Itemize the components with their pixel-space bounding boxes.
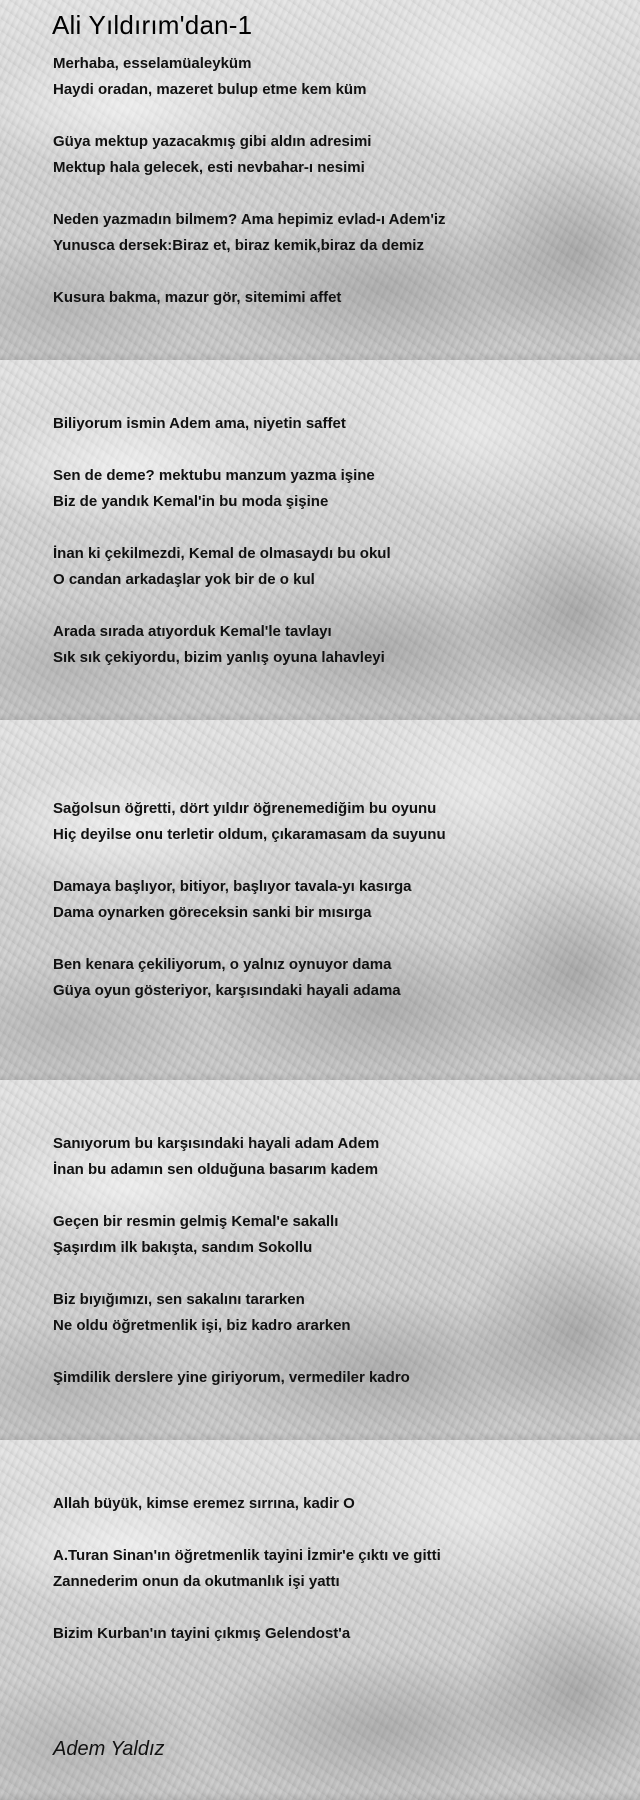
stanza — [53, 411, 620, 437]
poem-line: Kusura bakma, mazur gör, sitemimi affet — [53, 289, 342, 306]
stanza — [53, 874, 620, 926]
poem-line: Sen de deme? mektubu manzum yazma işine — [53, 467, 375, 484]
poem-line: A.Turan Sinan'ın öğretmenlik tayini İzmir'e çıktı ve gitti — [53, 1547, 441, 1564]
poem-line: Dama oynarken göreceksin sanki bir mısırga — [53, 904, 372, 921]
poem-line: Bizim Kurban'ın tayini çıkmış Gelendost'a — [53, 1625, 351, 1642]
poem-line: Neden yazmadın bilmem? Ama hepimiz evlad-ı Adem'iz — [53, 211, 446, 228]
stanza — [53, 1543, 620, 1595]
poem-title: Ali Yıldırım'dan-1 — [52, 10, 253, 40]
poem-line: Arada sırada atıyorduk Kemal'le tavlayı — [53, 623, 332, 640]
poem-line: Ne oldu öğretmenlik işi, biz kadro ararken — [53, 1317, 351, 1334]
poem-line: Sanıyorum bu karşısındaki hayali adam Adem — [53, 1135, 380, 1152]
stanza — [53, 207, 620, 259]
stanza — [53, 1287, 620, 1339]
panel-3-stanzas — [53, 796, 620, 1030]
panel-5-stanzas — [53, 1491, 620, 1673]
poem-line: Şaşırdım ilk bakışta, sandım Sokollu — [53, 1239, 313, 1256]
poem-line: Sağolsun öğretti, dört yıldır öğrenemediğim bu oyunu — [53, 800, 437, 817]
poem-line: Merhaba, esselamüaleyküm — [53, 55, 252, 72]
poem-panel-4 — [0, 1080, 640, 1440]
stanza — [53, 541, 620, 593]
panel-1-stanzas — [53, 51, 620, 337]
poem-line: Haydi oradan, mazeret bulup etme kem küm — [53, 81, 367, 98]
poem-line: Sık sık çekiyordu, bizim yanlış oyuna lahavleyi — [53, 649, 385, 666]
stanza — [53, 1209, 620, 1261]
poem-line: Zannederim onun da okutmanlık işi yattı — [53, 1573, 340, 1590]
poem-line: Mektup hala gelecek, esti nevbahar-ı nesimi — [53, 159, 365, 176]
poem-line: Ben kenara çekiliyorum, o yalnız oynuyor dama — [53, 956, 392, 973]
stanza — [53, 1131, 620, 1183]
stanza — [53, 1365, 620, 1391]
stanza — [53, 463, 620, 515]
poem-panel-3 — [0, 720, 640, 1080]
panel-4-stanzas — [53, 1131, 620, 1417]
stanza — [53, 1491, 620, 1517]
poem-line: Güya oyun gösteriyor, karşısındaki hayali adama — [53, 982, 401, 999]
poem-line: Biz de yandık Kemal'in bu moda şişine — [53, 493, 329, 510]
poem-line: Geçen bir resmin gelmiş Kemal'e sakallı — [53, 1213, 339, 1230]
stanza — [53, 952, 620, 1004]
poem-panel-2 — [0, 360, 640, 720]
stanza — [53, 51, 620, 103]
stanza — [53, 619, 620, 671]
poem-line: Şimdilik derslere yine giriyorum, vermediler kadro — [53, 1369, 410, 1386]
poem-line: Damaya başlıyor, bitiyor, başlıyor tavala-yı kasırga — [53, 878, 412, 895]
poem-line: Allah büyük, kimse eremez sırrına, kadir O — [53, 1495, 355, 1512]
stanza — [53, 129, 620, 181]
stanza — [53, 1621, 620, 1647]
poem-panel-1 — [0, 0, 640, 360]
poem-line: İnan ki çekilmezdi, Kemal de olmasaydı bu okul — [53, 545, 391, 562]
stanza — [53, 285, 620, 311]
poem-author: Adem Yaldız — [53, 1738, 165, 1760]
poem-line: Hiç deyilse onu terletir oldum, çıkaramasam da suyunu — [53, 826, 446, 843]
stanza — [53, 796, 620, 848]
poem-line: Yunusca dersek:Biraz et, biraz kemik,biraz da demiz — [53, 237, 424, 254]
poem-line: İnan bu adamın sen olduğuna basarım kadem — [53, 1161, 379, 1178]
poem-line: Biz bıyığımızı, sen sakalını tararken — [53, 1291, 305, 1308]
panel-2-stanzas — [53, 411, 620, 697]
poem-line: Biliyorum ismin Adem ama, niyetin saffet — [53, 415, 346, 432]
poem-line: O candan arkadaşlar yok bir de o kul — [53, 571, 315, 588]
poem-line: Güya mektup yazacakmış gibi aldın adresimi — [53, 133, 372, 150]
